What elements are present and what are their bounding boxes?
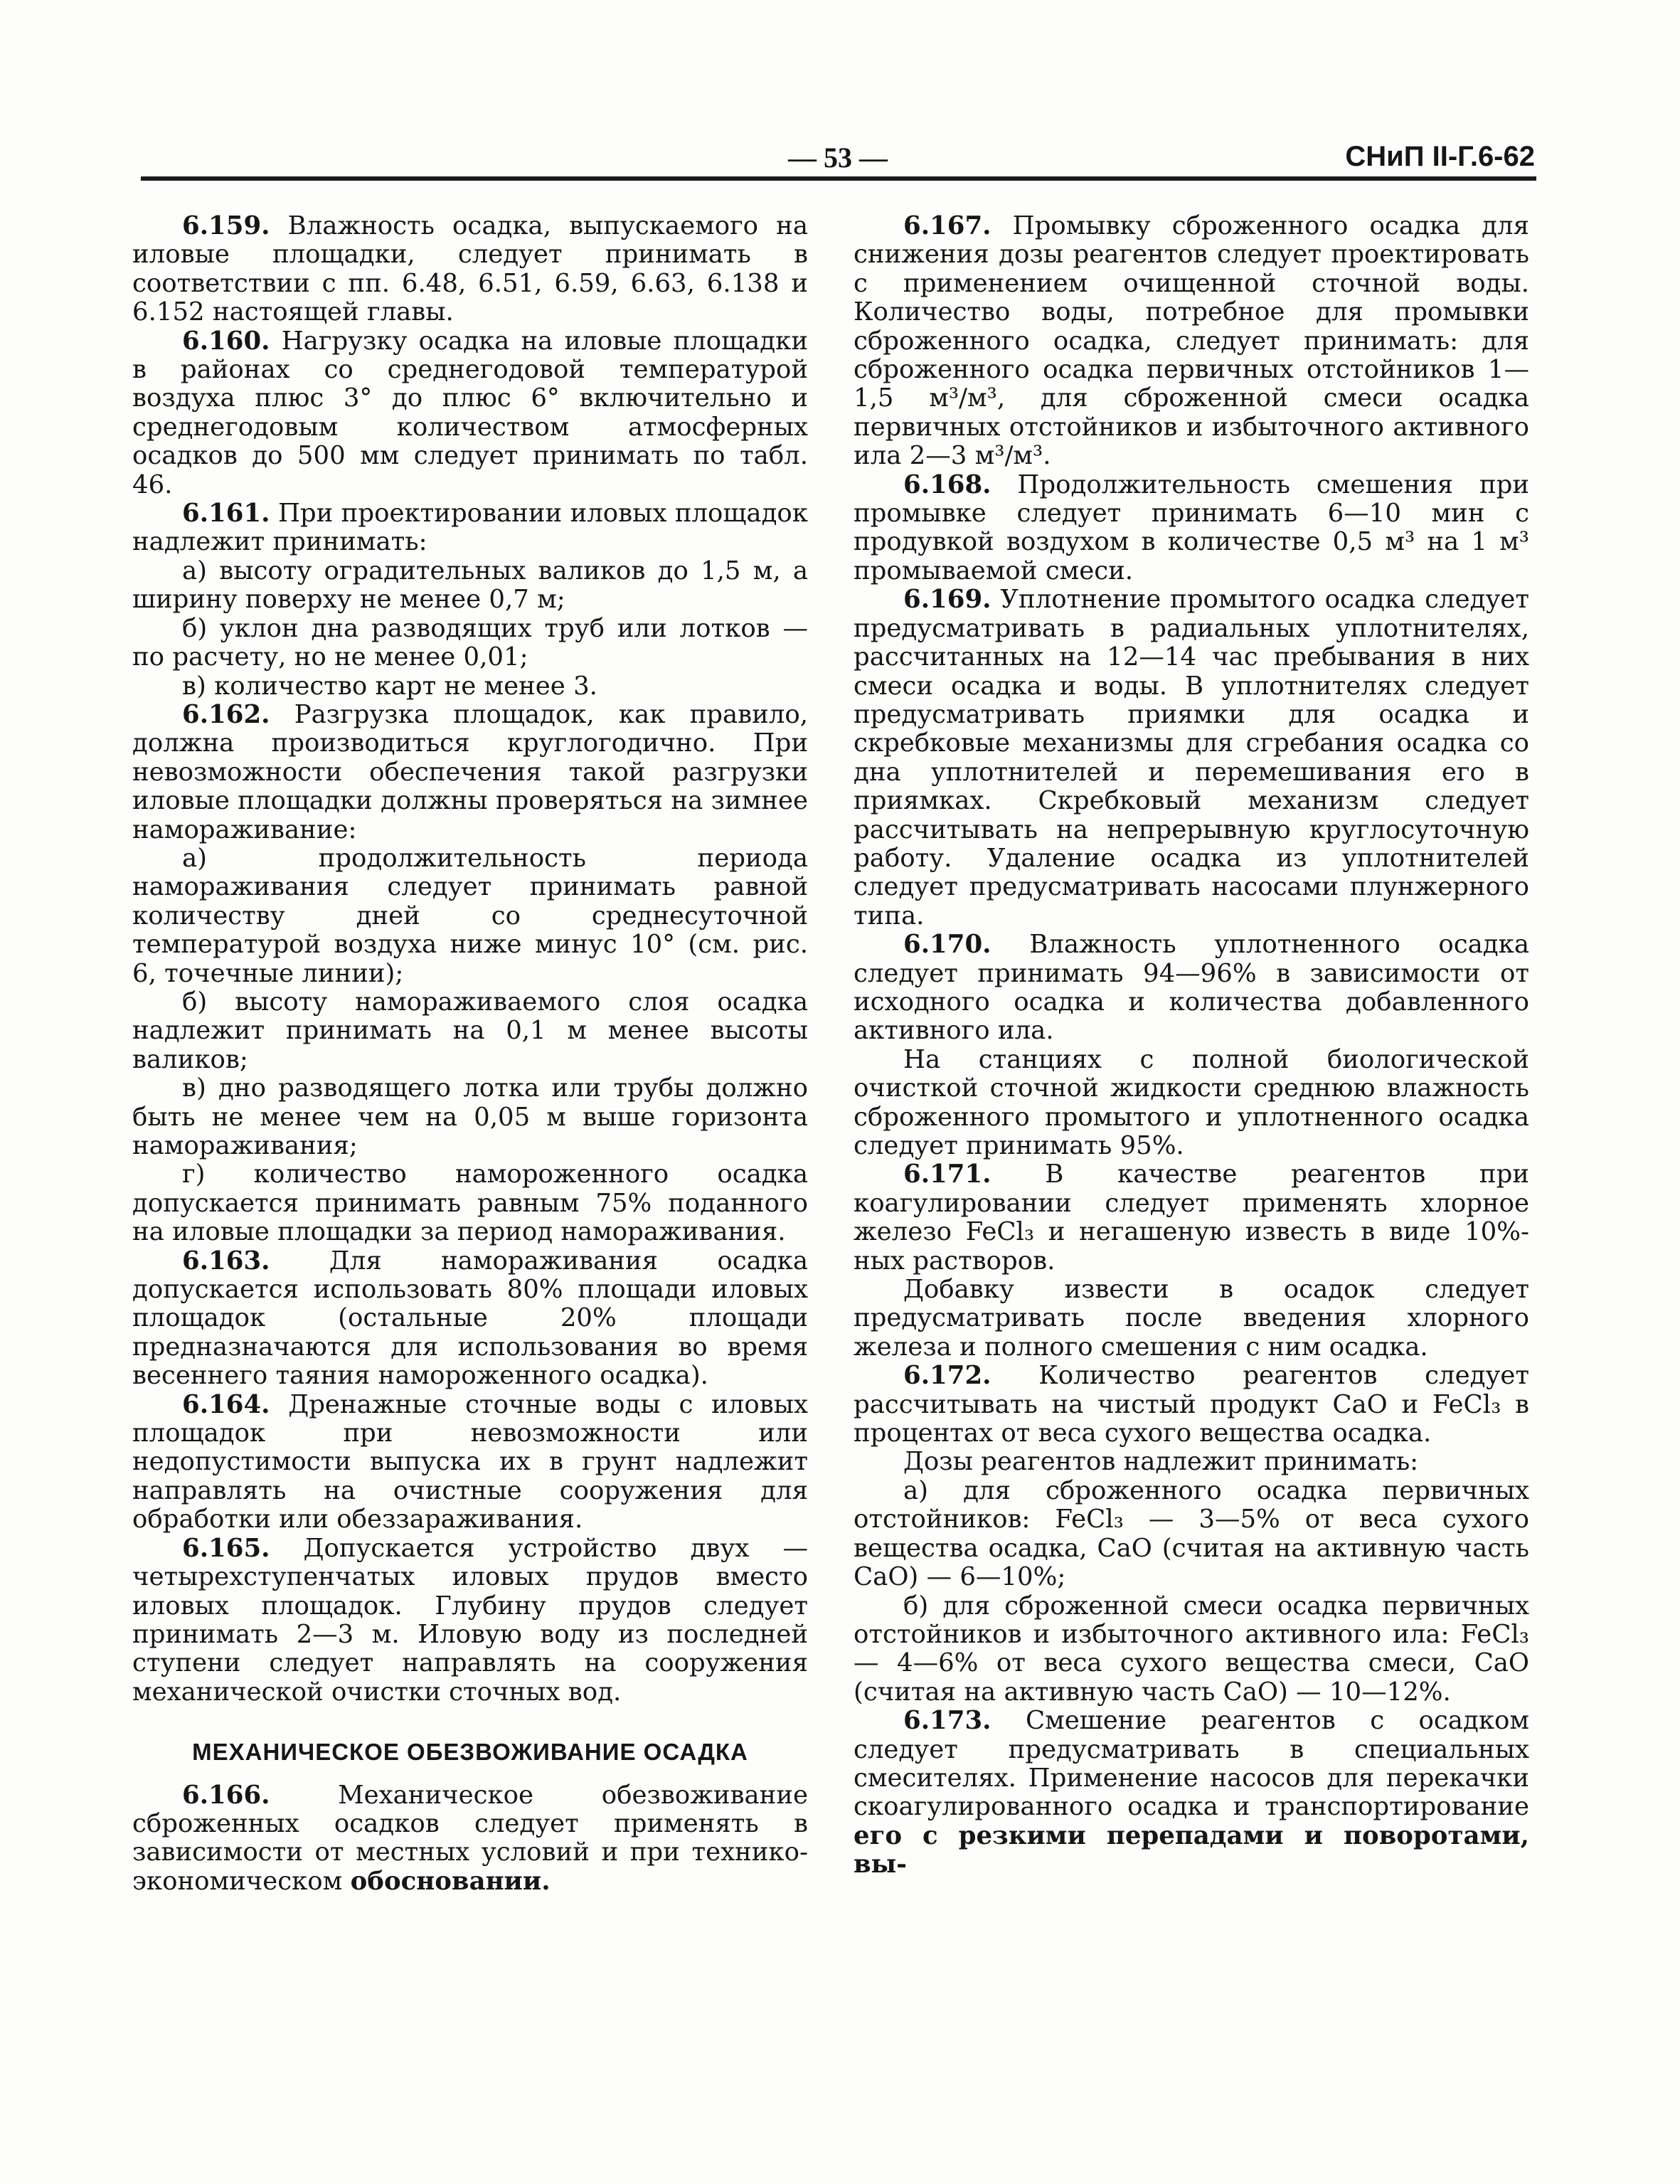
right-column: [854, 212, 1529, 2133]
clause-number: 6.172.: [903, 1361, 991, 1391]
page-number: — 53 —: [788, 142, 888, 174]
clause-text: Продолжительность смешения при промывке следует принимать 6—10 мин с продувкой воздухом в количестве 0,5 м³ на 1 м³ промываемой смеси.: [854, 470, 1529, 585]
section-heading: МЕХАНИЧЕСКОЕ ОБЕЗВОЖИВАНИЕ ОСАДКА: [192, 1739, 748, 1766]
paragraph: На станциях с полной биологической очисткой сточной жидкости среднюю влажность сброженного промытого и уплотненного осадка следует принимать 95%.: [854, 1044, 1529, 1160]
clause-text: Нагрузку осадка на иловые площадки в районах со среднегодовой температурой воздуха плюс 3° до плюс 6° включительно и среднегодовым количеством атмосферных осадков до 500 мм следует принимать по табл. 46.: [132, 326, 808, 499]
clause-6-159: [132, 212, 808, 327]
document-code: СНиП II-Г.6-62: [1345, 141, 1535, 172]
clause-text: Влажность осадка, выпускаемого на иловые площадки, следует принимать в соответствии с пп. 6.48, 6.51, 6.59, 6.63, 6.138 и 6.152 настоящей главы.: [132, 211, 808, 327]
header-rule: [141, 176, 1536, 181]
clause-6-162: [132, 701, 808, 844]
clause-number: 6.167.: [903, 211, 991, 240]
list-item-b: б) для сброженной смеси осадка первичных отстойников и избыточного активного ила: FeCl₃ — 4—6% от веса сухого вещества смеси, CaO (считая на активную часть CaO) — 10—12%.: [854, 1591, 1529, 1707]
paragraph: Дозы реагентов надлежит принимать:: [903, 1447, 1419, 1477]
clause-number: 6.160.: [182, 326, 270, 356]
clause-6-160: [132, 327, 808, 499]
clause-text: Смешение реагентов с осадком следует предусматривать в специальных смесителях. Применение насосов для перекачки скоагулированного осадка и транспортирование: [854, 1706, 1529, 1822]
list-item-a: а) для сброженного осадка первичных отстойников: FeCl₃ — 3—5% от веса сухого вещества осадка, CaO (считая на активную часть CaO) — 6—10%;: [854, 1475, 1529, 1592]
clause-number: 6.169.: [903, 585, 991, 615]
list-item-d: г) количество намороженного осадка допускается принимать равным 75% поданного на иловые площадки за период намораживания.: [132, 1160, 808, 1247]
clause-text: Для намораживания осадка допускается использовать 80% площади иловых площадок (остальные 20% площади предназначаются для использования во время весеннего таяния намороженного осадка).: [132, 1246, 808, 1391]
clause-number: 6.164.: [182, 1389, 270, 1419]
clause-text: Уплотнение промытого осадка следует предусматривать в радиальных уплотнителях, рассчитанных на 12—14 час пребывания в них смеси осадка и воды. В уплотнителях следует предусматривать приямки для осадка и скребковые механизмы для сгребания осадка со дна уплотнителей и перемешивания его в приямках. Скребковый механизм следует рассчитывать на непрерывную круглосуточную работу. Удаление осадка из уплотнителей следует предусматривать насосами плунжерного типа.: [854, 585, 1529, 931]
clause-6-173: [854, 1707, 1529, 1879]
clause-text: Влажность уплотненного осадка следует принимать 94—96% в зависимости от исходного осадка и количества добавленного активного ила.: [854, 930, 1529, 1046]
clause-number: 6.165.: [182, 1533, 270, 1563]
list-item-c: в) количество карт не менее 3.: [182, 671, 597, 701]
list-item-c: в) дно разводящего лотка или трубы должно быть не менее чем на 0,05 м выше горизонта намораживания;: [132, 1074, 808, 1160]
clause-number: 6.168.: [903, 470, 991, 499]
clause-text: В качестве реагентов при коагулировании следует применять хлорное железо FeCl₃ и негашеную известь в виде 10%-ных растворов.: [854, 1160, 1529, 1276]
clause-6-167: [854, 212, 1529, 471]
list-item-a: а) продолжительность периода намораживания следует принимать равной количеству дней со среднесуточной температурой воздуха ниже минус 10° (см. рис. 6, точечные линии);: [132, 843, 808, 988]
clause-text: Допускается устройство двух — четырехступенчатых иловых прудов вместо иловых площадок. Глубину прудов следует принимать 2—3 м. Иловую воду из последней ступени следует направлять на сооружения механической очистки сточных вод.: [132, 1533, 808, 1707]
clause-6-170: [854, 931, 1529, 1046]
clause-text: Механическое обезвоживание сброженных осадков следует применять в зависимости от местных условий и при технико-экономическом: [132, 1780, 808, 1896]
clause-6-163: [132, 1247, 808, 1391]
clause-number: 6.161.: [182, 499, 270, 529]
list-item-b: б) уклон дна разводящих труб или лотков — по расчету, но не менее 0,01;: [132, 613, 808, 672]
clause-number: 6.166.: [182, 1780, 270, 1810]
clause-6-168: [854, 471, 1529, 586]
clause-text: Промывку сброженного осадка для снижения дозы реагентов следует проектировать с применением очищенной сточной воды. Количество воды, потребное для промывки сброженного осадка, следует принимать: для сброженного осадка первичных отстойников 1—1,5 м³/м³, для сброженной смеси осадка первичных отстойников и избыточного активного ила 2—3 м³/м³.: [854, 211, 1529, 471]
clause-text-end: его с резкими перепадами и поворотами, вы-: [854, 1820, 1529, 1880]
clause-6-164: [132, 1391, 808, 1534]
clause-number: 6.159.: [182, 211, 270, 240]
list-item-b: б) высоту намораживаемого слоя осадка надлежит принимать на 0,1 м менее высоты валиков;: [132, 987, 808, 1074]
clause-6-172: [854, 1362, 1529, 1448]
clause-6-161: [132, 499, 808, 557]
clause-text: Количество реагентов следует рассчитывать на чистый продукт CaO и FeCl₃ в процентах от веса сухого вещества осадка.: [854, 1361, 1529, 1448]
clause-number: 6.163.: [182, 1246, 270, 1276]
clause-number: 6.173.: [903, 1706, 991, 1736]
clause-6-165: [132, 1534, 808, 1707]
clause-text: Разгрузка площадок, как правило, должна производиться круглогодично. При невозможности обеспечения такой разгрузки иловые площадки должны проверяться на зимнее намораживание:: [132, 699, 808, 844]
clause-text: При проектировании иловых площадок надлежит принимать:: [132, 499, 808, 557]
page-header: [141, 141, 1535, 181]
clause-6-166: [132, 1781, 808, 1897]
clause-text-end: обосновании.: [350, 1866, 551, 1896]
clause-6-171: [854, 1160, 1529, 1276]
clause-number: 6.171.: [903, 1160, 991, 1189]
clause-text: Дренажные сточные воды с иловых площадок при невозможности или недопустимости выпуска их в грунт надлежит направлять на очистные сооружения для обработки или обеззараживания.: [132, 1389, 808, 1534]
left-column: [132, 212, 808, 2133]
clause-6-169: [854, 585, 1529, 931]
list-item-a: а) высоту оградительных валиков до 1,5 м, а ширину поверху не менее 0,7 м;: [132, 556, 808, 615]
clause-number: 6.170.: [903, 930, 991, 960]
clause-number: 6.162.: [182, 699, 270, 729]
paragraph: Добавку извести в осадок следует предусматривать после введения хлорного железа и полного смешения с ним осадка.: [854, 1275, 1529, 1362]
